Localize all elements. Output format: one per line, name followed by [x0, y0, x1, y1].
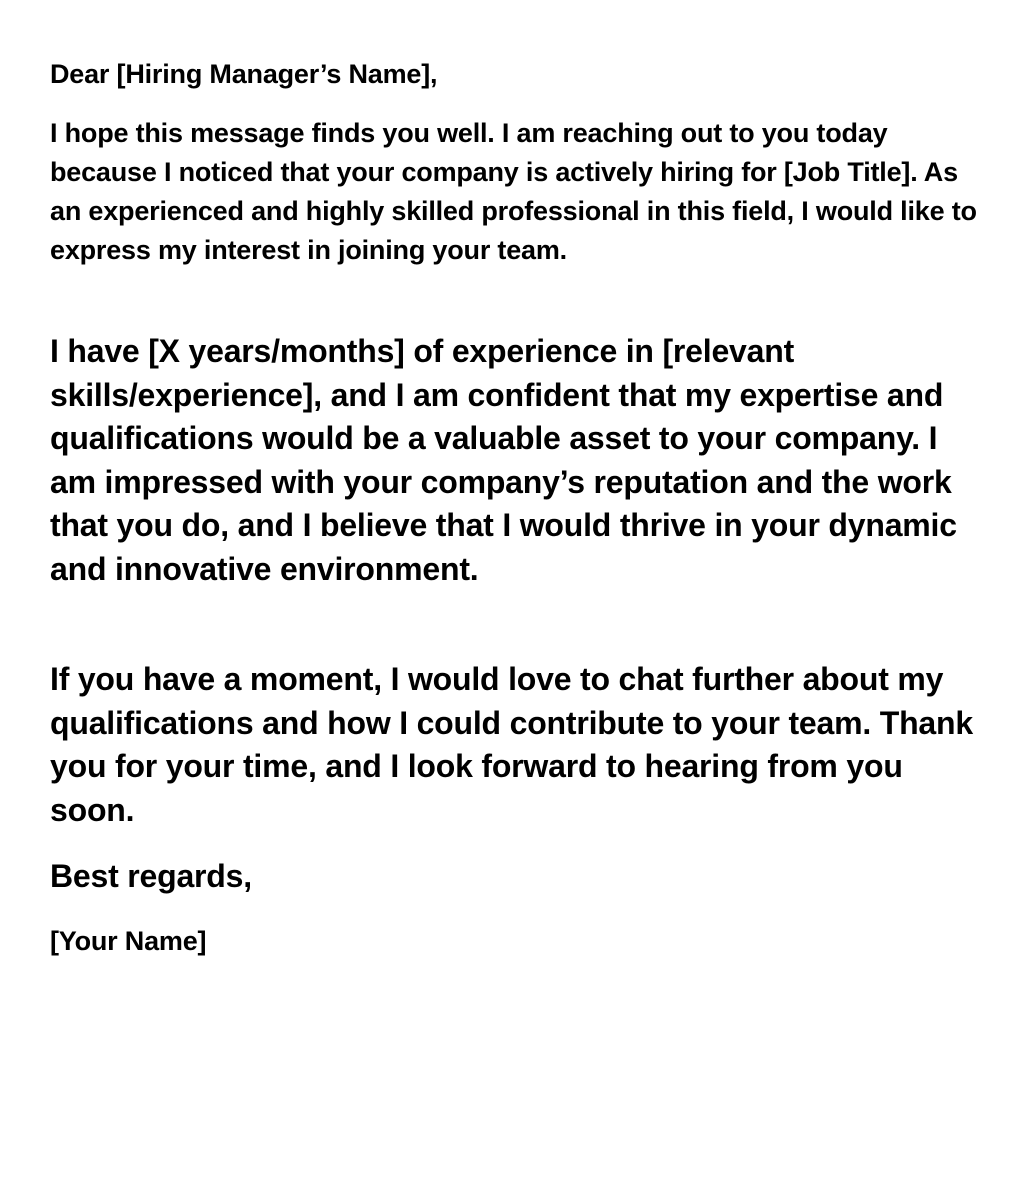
paragraph-experience: I have [X years/months] of experience in [relevant skills/experience], and I am confident that my expertise and qualifications would be a valuable asset to your company. I am impressed with your company’s reputation and the work that you do, and I believe that I would thrive in your dynamic and innovative environment. — [50, 333, 957, 587]
salutation: Dear [Hiring Manager’s Name], — [50, 59, 438, 89]
paragraph-followup: If you have a moment, I would love to chat further about my qualifications and how I could contribute to your team. Thank you for your time, and I look forward to hearing from you soon. — [50, 661, 973, 828]
signature: [Your Name] — [50, 926, 207, 956]
paragraph-intro: I hope this message finds you well. I am reaching out to you today because I noticed that your company is actively hiring for [Job Title]. As an experienced and highly skilled professional in this field, I would like to express my interest in joining your team. — [50, 118, 977, 265]
closing: Best regards, — [50, 858, 252, 894]
